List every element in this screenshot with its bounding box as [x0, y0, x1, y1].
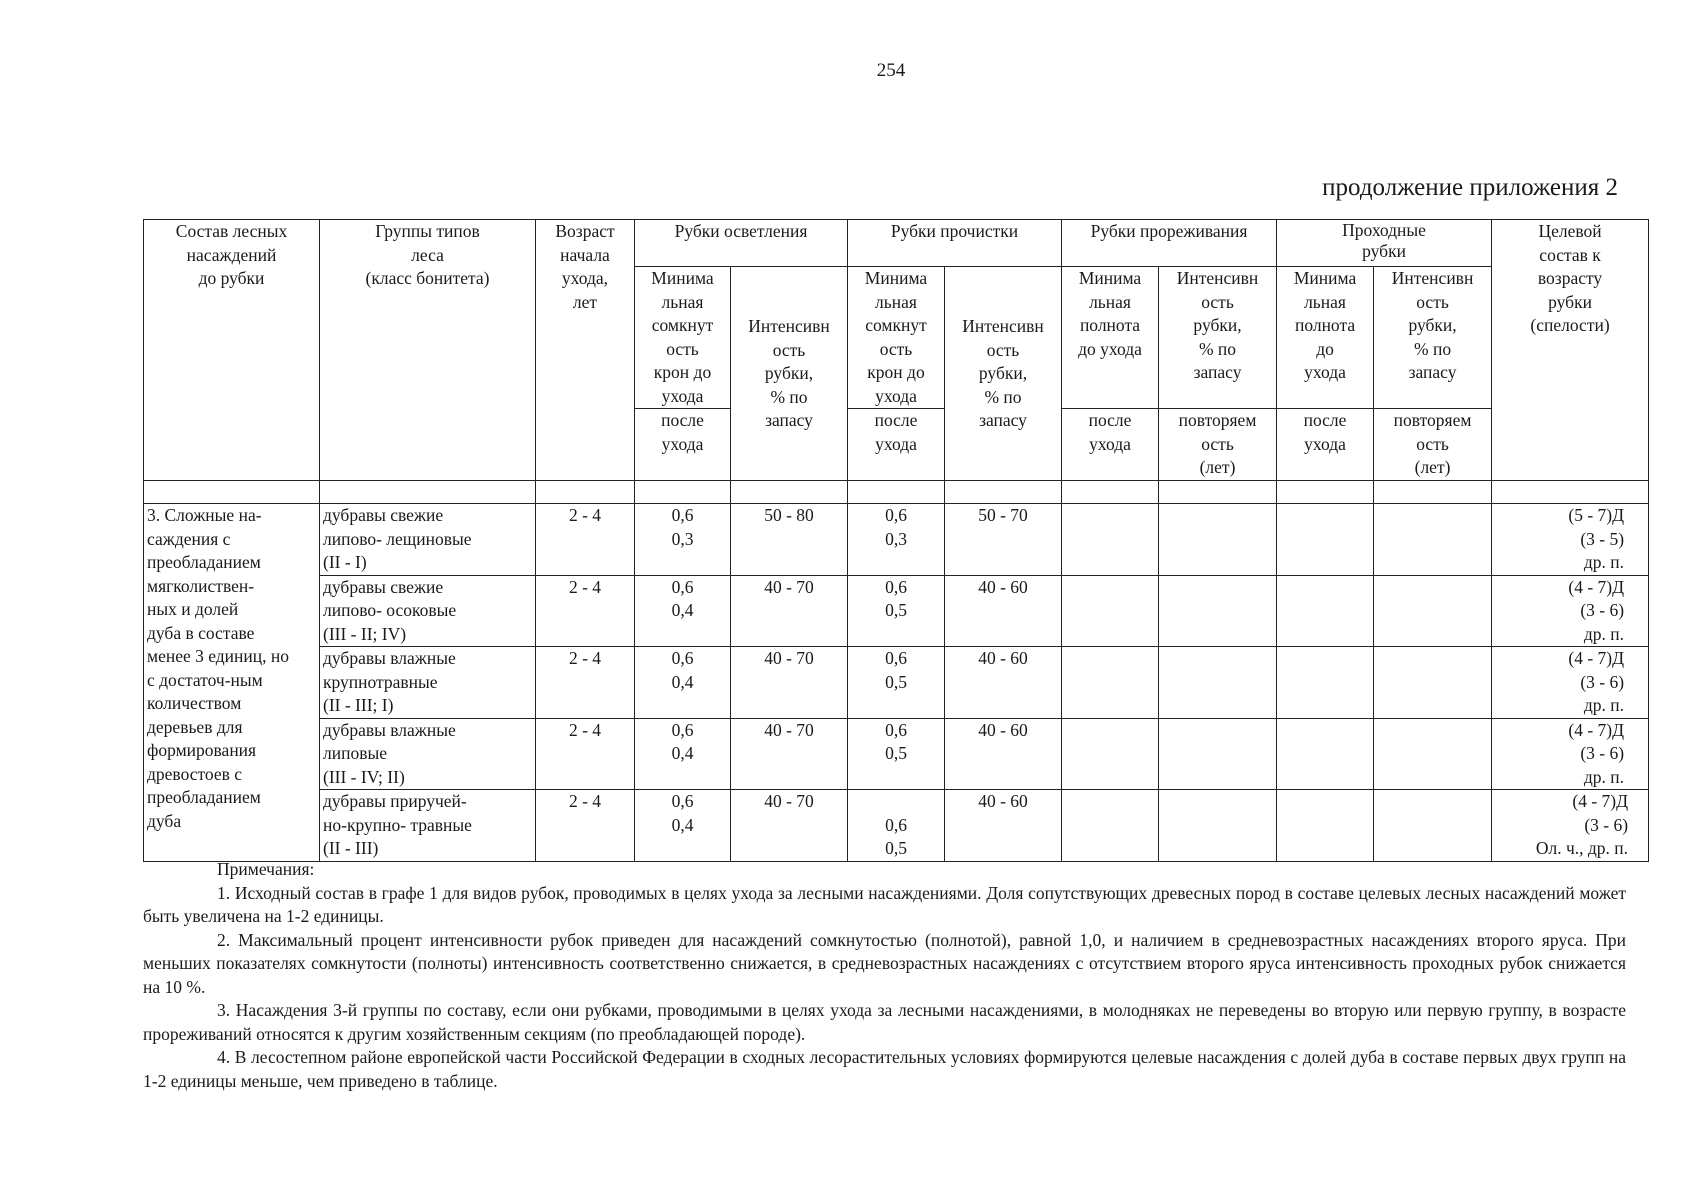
proch-min-cell: [848, 647, 945, 719]
note-item-1: 1. Исходный состав в графе 1 для видов рубок, проводимых в целях ухода за лесными насаждениями. Доля сопутствующих древесных пород в составе целевых лесных насаждений может быть увеличена на 1-2 единицы.: [143, 882, 1626, 926]
osv-intensity-cell: 40 - 70: [731, 790, 848, 862]
text-line: Минима: [864, 268, 928, 288]
target-composition-cell: [1492, 790, 1649, 862]
start-age-cell: 2 - 4: [536, 575, 635, 647]
text-line: 3. Сложные на-: [147, 505, 262, 525]
text-line: ость: [879, 338, 913, 359]
text-line: 0,5: [885, 671, 907, 692]
header-prorezh-povtoryaemost: [1159, 409, 1277, 481]
text-line: Минима: [1293, 268, 1357, 288]
text-line: др. п.: [1583, 623, 1625, 644]
text-line: возрасту: [1537, 268, 1603, 288]
text-line: ость: [1416, 291, 1449, 312]
text-line: % по: [984, 386, 1022, 407]
text-line: др. п.: [1583, 695, 1625, 715]
note-item-4: 4. В лесостепном районе европейской части Российской Федерации в сходных лесорастительных условиях формируются целевые насаждения с долей дуба в составе первых двух групп на 1-2 единицы меньше, чем приведено в таблице.: [143, 1047, 1626, 1091]
text-line: до рубки: [198, 268, 265, 288]
note-item-3: 3. Насаждения 3-й группы по составу, если они рубками, проводимыми в целях ухода за лесными насаждениями, в молодняках не переведены во вторую или первую группу, в возрасте прореживаний относятся к другим хозяйственным секциям (по преобладающей породе).: [143, 1000, 1626, 1044]
proch-intensity-cell: 40 - 60: [945, 718, 1062, 790]
header-proch-posle-uhoda: [848, 409, 945, 481]
target-composition-cell: [1492, 718, 1649, 790]
text-line: ухода: [875, 385, 917, 406]
text-line: 0,6: [885, 719, 907, 740]
text-line: Интенсивн: [1176, 268, 1259, 288]
osv-min-cell: [635, 647, 731, 719]
header-proch-min-somknutost: [848, 267, 945, 409]
forest-type-cell: [320, 718, 536, 790]
header-composition: [144, 220, 320, 481]
forest-type-cell: [320, 790, 536, 862]
text-line: крон до: [653, 362, 712, 382]
text-line: преобладанием: [147, 787, 261, 807]
text-line: Интенсивн: [748, 316, 830, 336]
text-line: 0,6: [885, 814, 907, 835]
header-prorezh-intensivnost: [1159, 267, 1277, 409]
text-line: деревьев для: [147, 716, 243, 737]
forest-type-cell: [320, 504, 536, 576]
text-line: дубравы приручей-: [323, 791, 467, 811]
text-line: крупнотравные: [323, 671, 438, 692]
proch-min-cell: [848, 790, 945, 862]
text-line: др. п.: [1583, 766, 1625, 787]
text-line: Проходные: [1342, 220, 1426, 240]
prohod-min-cell: [1277, 790, 1374, 862]
text-line: % по: [770, 386, 808, 407]
osv-min-cell: [635, 504, 731, 576]
text-line: др. п.: [1583, 552, 1625, 572]
header-start-age: [536, 220, 635, 481]
text-line: мягколиствен-: [147, 575, 255, 596]
text-line: запасу: [765, 410, 813, 430]
text-line: 0,6: [671, 719, 694, 740]
table-row: [144, 790, 1649, 862]
header-group-osvetleniya: Рубки осветления: [635, 220, 848, 267]
text-line: 0,4: [671, 671, 694, 692]
header-osv-posle-uhoda: [635, 409, 731, 481]
notes-section: [143, 858, 1626, 1093]
text-line: 0,4: [671, 600, 694, 620]
text-line: рубки,: [1408, 315, 1457, 335]
text-line: начала: [560, 244, 610, 265]
text-line: ость: [1201, 433, 1234, 454]
header-osv-intensivnost: [731, 267, 848, 481]
target-composition-cell: [1492, 575, 1649, 647]
text-line: после: [874, 410, 918, 430]
table-row: [144, 575, 1649, 647]
prohod-min-cell: [1277, 504, 1374, 576]
text-line: менее 3 единиц, но: [147, 646, 290, 666]
group-description: [144, 504, 320, 862]
proch-intensity-cell: 50 - 70: [945, 504, 1062, 576]
header-proch-intensivnost: [945, 267, 1062, 481]
table-row: [144, 647, 1649, 719]
text-line: (II - I): [323, 552, 367, 572]
osv-min-cell: [635, 718, 731, 790]
prorezh-min-cell: [1062, 647, 1159, 719]
text-line: запасу: [1193, 362, 1242, 382]
header-prohod-min-polnota: [1277, 267, 1374, 409]
prorezh-intensity-cell: [1159, 790, 1277, 862]
text-line: 0,6: [885, 576, 907, 597]
text-line: 0,5: [885, 838, 907, 858]
text-line: липовые: [323, 743, 388, 763]
forest-type-cell: [320, 575, 536, 647]
prohod-intensity-cell: [1374, 504, 1492, 576]
text-line: насаждений: [186, 244, 277, 265]
text-line: повторяем: [1393, 410, 1472, 430]
continuation-label: продолжение приложения 2: [1322, 174, 1618, 201]
text-line: ных и долей: [147, 599, 239, 619]
table-row: [144, 504, 1649, 576]
text-line: липово- осоковые: [323, 600, 457, 620]
prorezh-intensity-cell: [1159, 647, 1277, 719]
text-line: льная: [1089, 291, 1131, 312]
osv-intensity-cell: 40 - 70: [731, 718, 848, 790]
osv-min-cell: [635, 575, 731, 647]
text-line: преобладанием: [147, 552, 261, 572]
text-line: (4 - 7)Д: [1572, 791, 1629, 811]
text-line: количеством: [147, 693, 242, 713]
text-line: [851, 790, 941, 814]
note-item-2: 2. Максимальный процент интенсивности рубок приведен для насаждений сомкнутостью (полнотой), равной 1,0, и наличием в средневозрастных насаждениях второго яруса. При меньших показателях сомкнутости (полноты) интенсивность соответственно снижается, в средневозрастных насаждениях с отсутствием второго яруса интенсивность проходных рубок снижается на 10 %.: [143, 929, 1626, 997]
proch-min-cell: [848, 575, 945, 647]
text-line: Состав лесных: [175, 221, 288, 241]
text-line: формирования: [147, 740, 257, 760]
prorezh-min-cell: [1062, 504, 1159, 576]
header-group-prorezhivaniya: Рубки прореживания: [1062, 220, 1277, 267]
text-line: лет: [572, 291, 598, 312]
text-line: 0,3: [671, 528, 694, 549]
start-age-cell: 2 - 4: [536, 718, 635, 790]
text-line: 0,6: [671, 576, 694, 597]
header-group-prohodnye: [1277, 220, 1492, 267]
spacer-row: [144, 481, 1649, 504]
prorezh-intensity-cell: [1159, 718, 1277, 790]
text-line: повторяем: [1178, 410, 1257, 430]
header-group-prochistki: Рубки прочистки: [848, 220, 1062, 267]
text-line: (лет): [1199, 457, 1236, 477]
text-line: ость: [666, 338, 699, 359]
table-row: [144, 718, 1649, 790]
text-line: 0,6: [885, 505, 907, 525]
osv-min-cell: [635, 790, 731, 862]
text-line: полнота: [1294, 315, 1356, 335]
prorezh-intensity-cell: [1159, 504, 1277, 576]
start-age-cell: 2 - 4: [536, 504, 635, 576]
text-line: Целевой: [1538, 221, 1602, 241]
text-line: Возраст: [555, 221, 615, 241]
text-line: крон до: [867, 362, 925, 382]
text-line: (3 - 5): [1580, 528, 1625, 549]
page-number: 254: [876, 60, 906, 81]
text-line: после: [661, 410, 704, 430]
text-line: 0,6: [671, 791, 694, 811]
osv-intensity-cell: 40 - 70: [731, 647, 848, 719]
notes-title: Примечания:: [217, 859, 315, 879]
text-line: (спелости): [1530, 315, 1610, 335]
text-line: 0,5: [885, 600, 907, 620]
text-line: ухода: [1089, 433, 1131, 454]
text-line: ость: [772, 339, 806, 360]
osv-intensity-cell: 50 - 80: [731, 504, 848, 576]
text-line: леса: [411, 244, 444, 265]
text-line: запасу: [1408, 362, 1457, 382]
text-line: Минима: [651, 268, 714, 288]
text-line: до ухода: [1078, 338, 1142, 359]
text-line: (3 - 6): [1580, 600, 1625, 620]
prorezh-min-cell: [1062, 575, 1159, 647]
text-line: (3 - 6): [1580, 743, 1625, 763]
osv-intensity-cell: 40 - 70: [731, 575, 848, 647]
header-prorezh-min-polnota: [1062, 267, 1159, 409]
text-line: ость: [1416, 433, 1449, 454]
header-prohod-posle-uhoda: [1277, 409, 1374, 481]
text-line: Интенсивн: [1391, 268, 1474, 288]
text-line: липово- лещиновые: [323, 528, 472, 549]
text-line: (лет): [1414, 457, 1451, 477]
header-prohod-povtoryaemost: [1374, 409, 1492, 481]
text-line: 0,3: [885, 528, 907, 549]
text-line: рубки: [1548, 291, 1592, 312]
text-line: (3 - 6): [1580, 671, 1625, 692]
text-line: Минима: [1078, 268, 1142, 288]
text-line: рубки,: [1193, 315, 1242, 335]
prohod-intensity-cell: [1374, 718, 1492, 790]
text-line: дубравы влажные: [323, 648, 456, 668]
prohod-intensity-cell: [1374, 647, 1492, 719]
text-line: полнота: [1079, 315, 1141, 335]
text-line: сомкнут: [865, 315, 927, 335]
text-line: саждения с: [147, 528, 231, 549]
prohod-intensity-cell: [1374, 790, 1492, 862]
text-line: до: [1316, 338, 1334, 359]
text-line: ухода,: [561, 268, 609, 288]
text-line: (3 - 6): [1584, 814, 1629, 835]
text-line: дубравы свежие: [323, 505, 444, 525]
text-line: льная: [661, 291, 704, 312]
regulations-table: [143, 219, 1649, 862]
text-line: ухода: [1304, 433, 1346, 454]
text-line: Интенсивн: [962, 316, 1044, 336]
text-line: льная: [1304, 291, 1346, 312]
text-line: после: [1303, 410, 1347, 430]
prohod-min-cell: [1277, 718, 1374, 790]
text-line: рубки,: [978, 363, 1028, 383]
text-line: запасу: [979, 410, 1027, 430]
target-composition-cell: [1492, 647, 1649, 719]
prorezh-min-cell: [1062, 790, 1159, 862]
prohod-intensity-cell: [1374, 575, 1492, 647]
text-line: но-крупно- травные: [323, 814, 472, 835]
text-line: (II - III; I): [323, 695, 394, 715]
text-line: 0,4: [671, 814, 694, 835]
text-line: (класс бонитета): [365, 268, 490, 288]
text-line: (4 - 7)Д: [1568, 576, 1625, 597]
text-line: льная: [875, 291, 917, 312]
text-line: дубравы свежие: [323, 576, 444, 597]
header-target-composition: [1492, 220, 1649, 481]
forest-type-cell: [320, 647, 536, 719]
text-line: рубки,: [764, 363, 814, 383]
text-line: ухода: [1304, 362, 1346, 382]
text-line: ухода: [661, 385, 704, 406]
text-line: ость: [1201, 291, 1234, 312]
text-line: с достаточ-ным: [147, 669, 263, 690]
text-line: ухода: [661, 433, 704, 454]
prohod-min-cell: [1277, 575, 1374, 647]
proch-intensity-cell: 40 - 60: [945, 647, 1062, 719]
text-line: дуба: [147, 810, 182, 831]
target-composition-cell: [1492, 504, 1649, 576]
start-age-cell: 2 - 4: [536, 790, 635, 862]
header-osv-min-somknutost: [635, 267, 731, 409]
text-line: Ол. ч., др. п.: [1535, 838, 1629, 858]
text-line: ухода: [875, 433, 917, 454]
proch-intensity-cell: 40 - 60: [945, 575, 1062, 647]
text-line: дубравы влажные: [323, 719, 456, 740]
text-line: рубки: [1362, 241, 1406, 261]
prohod-min-cell: [1277, 647, 1374, 719]
proch-min-cell: [848, 718, 945, 790]
proch-intensity-cell: 40 - 60: [945, 790, 1062, 862]
text-line: (III - II; IV): [323, 623, 407, 644]
text-line: 0,4: [671, 743, 694, 763]
text-line: (4 - 7)Д: [1568, 648, 1625, 668]
header-forest-types: [320, 220, 536, 481]
text-line: сомкнут: [651, 315, 714, 335]
text-line: 0,6: [671, 505, 694, 525]
text-line: 0,6: [885, 648, 907, 668]
text-line: ость: [986, 339, 1020, 360]
text-line: (4 - 7)Д: [1568, 719, 1625, 740]
text-line: состав к: [1539, 244, 1601, 265]
prorezh-min-cell: [1062, 718, 1159, 790]
header-prohod-intensivnost: [1374, 267, 1492, 409]
text-line: 0,6: [671, 648, 694, 668]
header-prorezh-posle-uhoda: [1062, 409, 1159, 481]
text-line: (II - III): [323, 838, 379, 858]
text-line: Группы типов: [375, 221, 480, 241]
text-line: % по: [1198, 338, 1237, 359]
text-line: после: [1088, 410, 1132, 430]
text-line: древостоев с: [147, 763, 243, 784]
text-line: (5 - 7)Д: [1568, 505, 1625, 525]
prorezh-intensity-cell: [1159, 575, 1277, 647]
text-line: (III - IV; II): [323, 766, 405, 787]
proch-min-cell: [848, 504, 945, 576]
start-age-cell: 2 - 4: [536, 647, 635, 719]
text-line: 0,5: [885, 743, 907, 763]
text-line: % по: [1414, 338, 1452, 359]
text-line: дуба в составе: [147, 622, 255, 643]
